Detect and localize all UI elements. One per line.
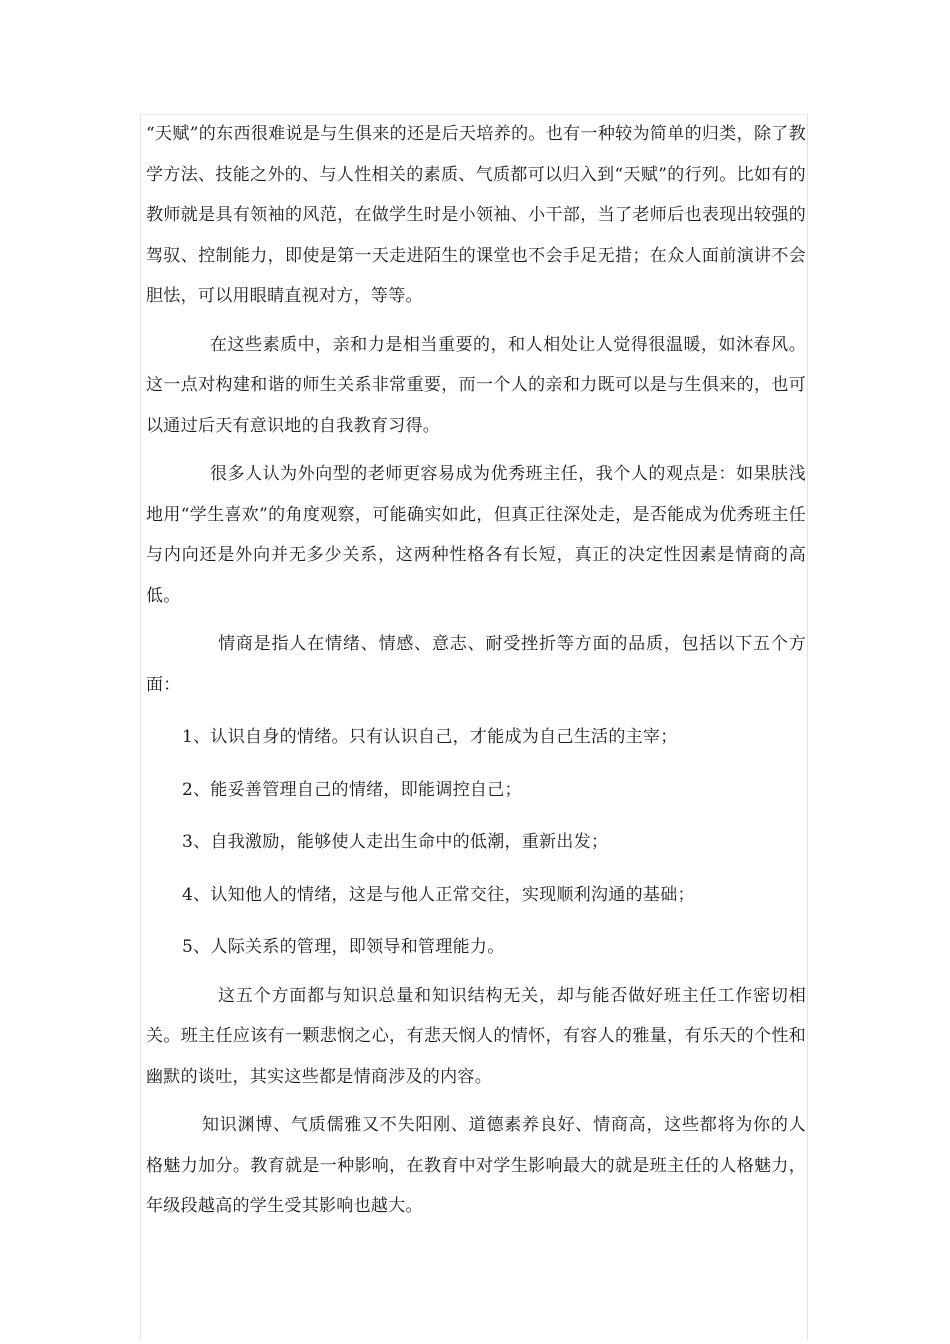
list-item: 4、认知他人的情绪，这是与他人正常交往，实现顺利沟通的基础； [182,884,695,905]
list-item: 2、能妥善管理自己的情绪，即能调控自己； [182,779,522,800]
paragraph-introvert-extrovert: 很多人认为外向型的老师更容易成为优秀班主任，我个人的观点是：如果肤浅地用“学生喜欢”的角度观察，可能确实如此，但真正往深处走，是否能成为优秀班主任与内向还是外向并无多少关系，这两种性格各有长短，真正的决定性因素是情商的高低。 [146,464,806,606]
paragraph-personality-charm: 知识渊博、气质儒雅又不失阳刚、道德素养良好、情商高，这些都将为你的人格魅力加分。教育就是一种影响，在教育中对学生影响最大的就是班主任的人格魅力，年级段越高的学生受其影响也越大。 [146,1115,806,1216]
paragraph-affinity: 在这些素质中，亲和力是相当重要的，和人相处让人觉得很温暖，如沐春风。这一点对构建和谐的师生关系非常重要，而一个人的亲和力既可以是与生俱来的，也可以通过后天有意识地的自我教育习得。 [146,334,806,436]
paragraph-eq-relevance: 这五个方面都与知识总量和知识结构无关，却与能否做好班主任工作密切相关。班主任应该有一颗悲悯之心，有悲天悯人的情怀，有容人的雅量，有乐天的个性和幽默的谈吐，其实这些都是情商涉及的内容。 [146,985,806,1087]
list-item: 1、认识自身的情绪。只有认识自己，才能成为自己生活的主宰； [182,727,678,747]
eq-aspects-list [146,717,806,968]
list-item: 5、人际关系的管理，即领导和管理能力。 [182,937,505,957]
paragraph-eq-definition: 情商是指人在情绪、情感、意志、耐受挫折等方面的品质，包括以下五个方面： [146,634,806,695]
list-item: 3、自我激励，能够使人走出生命中的低潮，重新出发； [182,832,609,852]
document-body [146,114,806,1227]
paragraph-talent: “天赋”的东西很难说是与生俱来的还是后天培养的。也有一种较为简单的归类，除了教学方法、技能之外的、与人性相关的素质、气质都可以归入到“天赋”的行列。比如有的教师就是具有领袖的风范，在做学生时是小领袖、小干部，当了老师后也表现出较强的驾驭、控制能力，即使是第一天走进陌生的课堂也不会手足无措；在众人面前演讲不会胆怯，可以用眼睛直视对方，等等。 [146,124,806,306]
